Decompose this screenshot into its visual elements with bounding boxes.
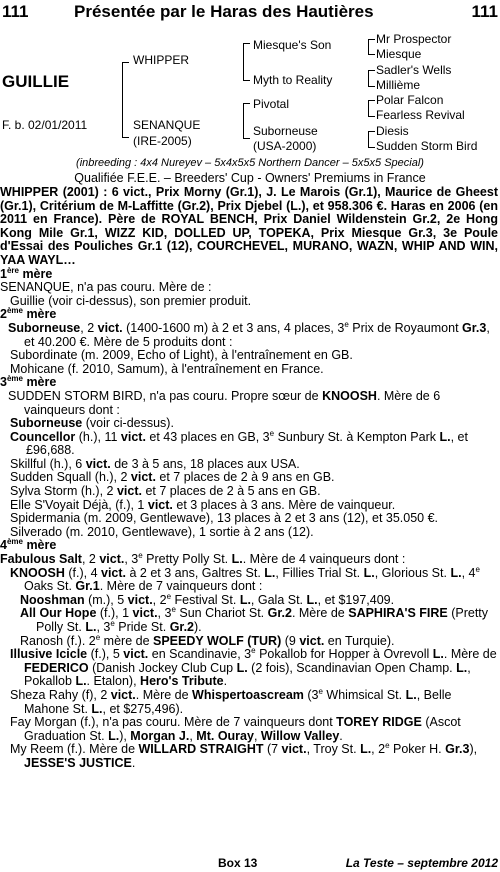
produce-line: Illusive Icicle (f.), 5 vict. en Scandinavie, 3e Pokallob for Hopper à Ovrevoll L.. Mère de FEDERICO (Danish Jockey Club Cup L. (2 fois), Scandinavian Open Champ. L., Pokallob L.. Etalon), Hero's Tribute. [10,646,497,689]
box-number: Box 13 [218,856,258,870]
dam-origin: (IRE-2005) [133,134,192,148]
pedigree-bracket [243,103,250,139]
page-title: Présentée par le Haras des Hautières [74,2,374,21]
dam-name: SENANQUE [133,118,201,132]
dsd-name: Fearless Revival [376,108,465,122]
produce-line: Councellor (h.), 11 vict. et 43 places en GB, 3e Sunbury St. à Kempton Park L., et £96,688. [10,428,468,458]
ddd-name: Sudden Storm Bird [376,139,478,153]
produce-line: Sylva Storm (h.), 2 vict. et 7 places de 2 à 5 ans en GB. [10,484,321,499]
pedigree-bracket [368,131,375,148]
sire-dam: Myth to Reality [253,73,333,87]
dam-paragraph: Suborneuse, 2 vict. (1400-1600 m) à 2 et 3 ans, 4 places, 3e Prix de Royaumont Gr.3, et 40.200 €. Mère de 5 produits dont : [8,319,490,349]
inbreeding-note: (inbreeding : 4x4 Nureyev – 5x4x5x5 Northern Dancer – 5x5x5 Special) [76,157,424,169]
lot-number-right: 111 [471,2,498,21]
ssd-name: Miesque [376,47,422,61]
pedigree-bracket [122,62,129,138]
produce-line: Suborneuse (voir ci-dessus). [10,416,174,431]
sds-name: Sadler's Wells [376,63,452,77]
sss-name: Mr Prospector [376,32,452,46]
horse-name: GUILLIE [2,72,70,91]
dam-paragraph: Fabulous Salt, 2 vict., 3e Pretty Polly St. L.. Mère de 4 vainqueurs dont : [0,550,406,567]
produce-line: All Our Hope (f.), 1 vict., 3e Sun Chariot St. Gr.2. Mère de SAPHIRA'S FIRE (Pretty Polly St. L., 3e Pride St. Gr.2). [20,605,489,634]
pedigree-bracket [368,100,375,117]
dds-name: Diesis [376,124,409,138]
pedigree-bracket [368,39,375,55]
section-fourth-dam: 4ème mère [0,537,57,553]
horse-info: F. b. 02/01/2011 [2,118,88,132]
sale-info: La Teste – septembre 2012 [345,856,498,870]
dam-paragraph: SUDDEN STORM BIRD, n'a pas couru. Propre sœur de KNOOSH. Mère de 6 vainqueurs dont : [8,388,441,417]
section-first-dam: 1ère mère [0,265,53,281]
produce-line: KNOOSH (f.), 4 vict. à 2 et 3 ans, Galtres St. L., Fillies Trial St. L., Glorious St. L., 4e Oaks St. Gr.1. Mère de 7 vainqueurs dont : [10,564,480,594]
dam-dam: Suborneuse [253,124,318,138]
produce-line: Skillful (h.), 6 vict. de 3 à 5 ans, 18 places aux USA. [10,456,300,471]
qualification-note: Qualifiée F.E.E. – Breeders' Cup - Owners' Premiums in France [74,171,426,185]
produce-line: Subordinate (m. 2009, Echo of Light), à l'entraînement en GB. [10,348,353,363]
sire-record: WHIPPER (2001) : 6 vict., Prix Morny (Gr.1), J. Le Marois (Gr.1), Maurice de Gheest (Gr.1), Critérium de M-Laffitte (Gr.2), Prix Djebel (L.), et 958.306 €. Haras en 2006 (en 2011 en France). Père de ROYAL BENCH, Prix Daniel Wildenstein Gr.2, 2e Hong Kong Mile Gr.1, WIZZ KID, DOLLED UP, TOPEKA, Prix Miesque Gr.3, 3e Poule d'Essai des Pouliches Gr.1 (12), COURCHEVEL, MURANO, WAZN, WHIP AND WIN, YAA WAYL… [0,185,498,267]
produce-line: My Reem (f.). Mère de WILLARD STRAIGHT (7 vict., Troy St. L., 2e Poker H. Gr.3), JESSE'S JUSTICE. [10,741,478,770]
produce-line: Ranosh (f.). 2e mère de SPEEDY WOLF (TUR) (9 vict. en Turquie). [20,632,395,648]
produce-line: Spidermania (m. 2009, Gentlewave), 13 places à 2 et 3 ans (12), et 35.050 €. [10,511,439,526]
produce-line: Nooshman (m.), 5 vict., 2e Festival St. L., Gala St. L., et $197,409. [20,591,395,607]
produce-line: Silverado (m. 2010, Gentlewave), 1 sortie à 2 ans (12). [10,524,314,539]
sire-sire: Miesque's Son [253,38,332,52]
sdd-name: Millième [376,78,421,92]
pedigree-bracket [243,43,250,81]
pedigree-bracket [368,70,375,87]
produce-line: Mohicane (f. 2010, Samum), à l'entraînement en France. [10,361,324,376]
produce-line: Sudden Squall (h.), 2 vict. et 7 places de 2 à 9 ans en GB. [10,470,335,485]
sire-name: WHIPPER [133,53,190,67]
produce-line: Elle S'Voyait Déjà, (f.), 1 vict. et 3 places à 3 ans. Mère de vainqueur. [10,497,396,512]
produce-line: Guillie (voir ci-dessus), son premier produit. [10,293,252,308]
section-third-dam: 3ème mère [0,374,57,390]
dam-dam-origin: (USA-2000) [253,139,317,153]
produce-line: Sheza Rahy (f), 2 vict.. Mère de Whispertoascream (3e Whimsical St. L., Belle Mahone St. L., et $275,496). [10,686,452,716]
dss-name: Polar Falcon [376,93,444,107]
dam-paragraph: SENANQUE, n'a pas couru. Mère de : [0,280,212,295]
produce-line: Fay Morgan (f.), n'a pas couru. Mère de 7 vainqueurs dont TOREY RIDGE (Ascot Graduation St. L.), Morgan J., Mt. Ouray, Willow Valley. [10,715,461,743]
catalogue-body [0,186,498,771]
lot-number-left: 111 [2,2,29,21]
dam-sire: Pivotal [253,97,290,111]
section-second-dam: 2ème mère [0,306,57,322]
